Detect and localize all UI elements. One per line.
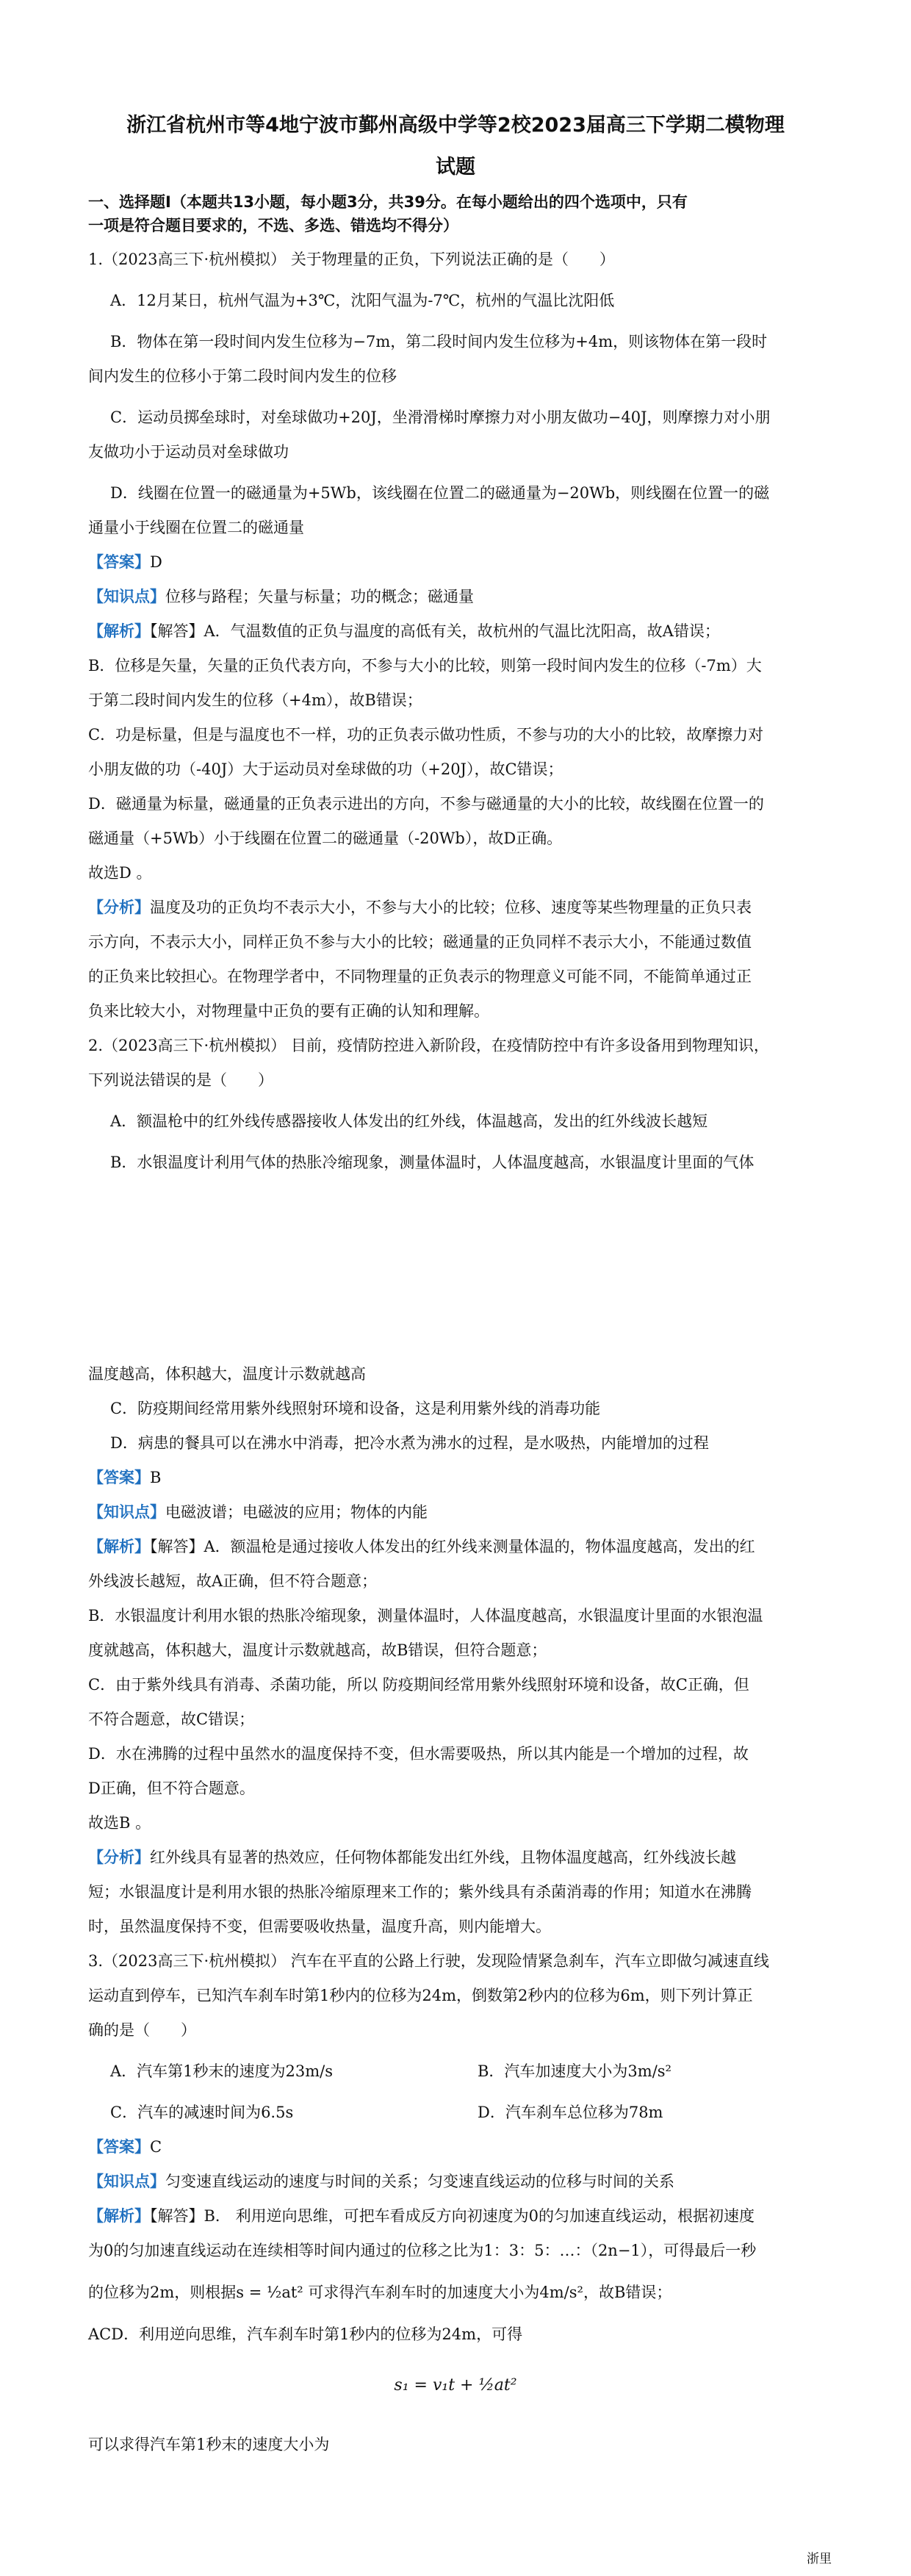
q1-answer xyxy=(88,551,823,573)
q2-stem-line1: 2.（2023高三下·杭州模拟） 目前，疫情防控进入新阶段，在疫情防控中有许多设备用到物理知识， xyxy=(88,1037,769,1054)
q3-analysis-line4: ACD．利用逆向思维，汽车刹车时第1秒内的位移为24m，可得 xyxy=(88,2325,523,2343)
fenxi-tag: 【分析】 xyxy=(88,1849,150,1866)
analysis-tag: 【解析】 xyxy=(88,622,150,640)
answer-tag: 【答案】 xyxy=(88,1469,150,1486)
q2-option-c: C．防疫期间经常用紫外线照射环境和设备，这是利用紫外线的消毒功能 xyxy=(110,1400,601,1417)
q1-option-c-line1: C．运动员掷垒球时，对垒球做功+20J，坐滑滑梯时摩擦力对小朋友做功−40J，则摩擦力对小朋 xyxy=(110,409,771,426)
q3-analysis-line1: 【解答】B． 利用逆向思维，可把车看成反方向初速度为0的匀加速直线运动，根据初速度 xyxy=(150,2207,755,2225)
q2-fenxi-line1: 红外线具有显著的热效应，任何物体都能发出红外线，且物体温度越高，红外线波长越 xyxy=(150,1849,736,1866)
q2-fenxi xyxy=(88,1846,823,1868)
q2-analysis-d-line2: D正确，但不符合题意。 xyxy=(88,1780,255,1797)
q3-answer-value: C xyxy=(150,2138,162,2156)
q2-analysis-c-line2: 不符合题意，故C错误； xyxy=(88,1710,255,1728)
q1-fenxi-line2: 示方向，不表示大小，同样正负不参与大小的比较；磁通量的正负同样不表示大小，不能通过数值 xyxy=(88,933,752,951)
q2-analysis-line1: 【解答】A．额温枪是通过接收人体发出的红外线来测量体温的，物体温度越高，发出的红 xyxy=(150,1538,755,1555)
q1-knowledge xyxy=(88,586,823,608)
q2-fenxi-line2: 短；水银温度计是利用水银的热胀冷缩原理来工作的；紫外线具有杀菌消毒的作用；知道水在沸腾 xyxy=(88,1883,752,1901)
q2-analysis-d-line1: D．水在沸腾的过程中虽然水的温度保持不变，但水需要吸热，所以其内能是一个增加的过程，故 xyxy=(88,1745,749,1763)
q2-option-b-line2: 温度越高，体积越大，温度计示数就越高 xyxy=(88,1365,366,1383)
knowledge-tag: 【知识点】 xyxy=(88,2173,165,2190)
q1-fenxi-line1: 温度及功的正负均不表示大小，不参与大小的比较；位移、速度等某些物理量的正负只表 xyxy=(150,899,752,916)
knowledge-tag: 【知识点】 xyxy=(88,588,165,605)
q2-answer-value: B xyxy=(150,1469,162,1486)
q1-stem: 1.（2023高三下·杭州模拟） 关于物理量的正负，下列说法正确的是（ ） xyxy=(88,251,615,268)
section-heading-line1: 一、选择题Ⅰ（本题共13小题，每小题3分，共39分。在每小题给出的四个选项中，只有 xyxy=(88,193,688,211)
q3-option-c: C．汽车的减速时间为6.5s xyxy=(110,2104,294,2121)
q1-analysis-b-line1: B．位移是矢量，矢量的正负代表方向，不参与大小的比较，则第一段时间内发生的位移（-7m）大 xyxy=(88,657,762,674)
q1-option-d-line1: D．线圈在位置一的磁通量为+5Wb，该线圈在位置二的磁通量为−20Wb，则线圈在位置一的磁 xyxy=(110,484,770,502)
q2-knowledge xyxy=(88,1501,823,1523)
q1-option-d-line2: 通量小于线圈在位置二的磁通量 xyxy=(88,519,304,536)
analysis-tag: 【解析】 xyxy=(88,2207,150,2225)
q3-stem-line1: 3.（2023高三下·杭州模拟） 汽车在平直的公路上行驶，发现险情紧急刹车，汽车立即做匀减速直线 xyxy=(88,1952,769,1970)
q3-analysis-line2: 为0的匀加速直线运动在连续相等时间内通过的位移之比为1：3：5：…：（2n−1），可得最后一秒 xyxy=(88,2242,757,2259)
q2-conclusion: 故选B 。 xyxy=(88,1814,151,1832)
q3-option-a: A．汽车第1秒末的速度为23m/s xyxy=(110,2062,334,2080)
q1-analysis-d-line1: D．磁通量为标量，磁通量的正负表示进出的方向，不参与磁通量的大小的比较，故线圈在位置一的 xyxy=(88,795,764,813)
q3-formula: s₁ = v₁t + ½at² xyxy=(394,2376,517,2395)
knowledge-tag: 【知识点】 xyxy=(88,1503,165,1521)
q2-option-b-line1: B．水银温度计利用气体的热胀冷缩现象，测量体温时，人体温度越高，水银温度计里面的气体 xyxy=(110,1154,755,1171)
q2-answer xyxy=(88,1467,823,1489)
q1-knowledge-text: 位移与路程；矢量与标量；功的概念；磁通量 xyxy=(165,588,474,605)
q3-knowledge xyxy=(88,2170,823,2192)
q1-analysis xyxy=(88,620,823,642)
q2-knowledge-text: 电磁波谱；电磁波的应用；物体的内能 xyxy=(165,1503,428,1521)
q2-option-d: D．病患的餐具可以在沸水中消毒，把冷水煮为沸水的过程，是水吸热，内能增加的过程 xyxy=(110,1434,709,1452)
page-footer-mark: 浙里 xyxy=(807,2552,832,2566)
q1-analysis-c-line2: 小朋友做的功（-40J）大于运动员对垒球做的功（+20J），故C错误； xyxy=(88,760,563,778)
q3-option-b: B．汽车加速度大小为3m/s² xyxy=(478,2062,671,2080)
q2-fenxi-line3: 时，虽然温度保持不变，但需要吸收热量，温度升高，则内能增大。 xyxy=(88,1918,551,1935)
q1-fenxi xyxy=(88,896,823,918)
section-heading-line2: 一项是符合题目要求的，不选、多选、错选均不得分） xyxy=(88,217,458,234)
q2-analysis-c-line1: C．由于紫外线具有消毒、杀菌功能，所以 防疫期间经常用紫外线照射环境和设备，故C正确，但 xyxy=(88,1676,749,1694)
q1-option-c-line2: 友做功小于运动员对垒球做功 xyxy=(88,443,289,461)
q1-answer-value: D xyxy=(150,553,162,571)
q1-analysis-lead: 【解答】A．气温数值的正负与温度的高低有关，故杭州的气温比沈阳高，故A错误； xyxy=(150,622,720,640)
q3-analysis-line5: 可以求得汽车第1秒末的速度大小为 xyxy=(88,2436,330,2453)
q1-option-b-line1: B．物体在第一段时间内发生位移为−7m，第二段时间内发生位移为+4m，则该物体在第一段时 xyxy=(110,333,768,350)
q1-analysis-d-line2: 磁通量（+5Wb）小于线圈在位置二的磁通量（-20Wb），故D正确。 xyxy=(88,830,563,847)
q1-option-b-line2: 间内发生的位移小于第二段时间内发生的位移 xyxy=(88,367,397,385)
q2-analysis-b-line2: 度就越高，体积越大，温度计示数就越高，故B错误，但符合题意； xyxy=(88,1641,547,1659)
answer-tag: 【答案】 xyxy=(88,553,150,571)
analysis-tag: 【解析】 xyxy=(88,1538,150,1555)
q1-option-a: A．12月某日，杭州气温为+3℃，沈阳气温为-7℃，杭州的气温比沈阳低 xyxy=(110,292,615,309)
answer-tag: 【答案】 xyxy=(88,2138,150,2156)
q3-knowledge-text: 匀变速直线运动的速度与时间的关系；匀变速直线运动的位移与时间的关系 xyxy=(165,2173,674,2190)
q1-fenxi-line3: 的正负来比较担心。在物理学者中，不同物理量的正负表示的物理意义可能不同，不能简单通过正 xyxy=(88,968,752,985)
q2-analysis-line2: 外线波长越短，故A正确，但不符合题意； xyxy=(88,1572,378,1590)
q3-option-d: D．汽车刹车总位移为78m xyxy=(478,2104,663,2121)
q1-analysis-c-line1: C．功是标量，但是与温度也不一样，功的正负表示做功性质，不参与功的大小的比较，故摩擦力对 xyxy=(88,726,764,744)
q3-analysis xyxy=(88,2205,823,2227)
q2-option-a: A．额温枪中的红外线传感器接收人体发出的红外线，体温越高，发出的红外线波长越短 xyxy=(110,1112,708,1130)
doc-title-line2: 试题 xyxy=(436,156,475,179)
q3-answer xyxy=(88,2136,823,2158)
q3-stem-line3: 确的是（ ） xyxy=(88,2021,196,2039)
q2-analysis xyxy=(88,1536,823,1558)
fenxi-tag: 【分析】 xyxy=(88,899,150,916)
q1-analysis-b-line2: 于第二段时间内发生的位移（+4m），故B错误； xyxy=(88,691,422,709)
q1-fenxi-line4: 负来比较大小，对物理量中正负的要有正确的认知和理解。 xyxy=(88,1002,489,1020)
q2-analysis-b-line1: B．水银温度计利用水银的热胀冷缩现象，测量体温时，人体温度越高，水银温度计里面的水银泡温 xyxy=(88,1607,763,1625)
q3-stem-line2: 运动直到停车，已知汽车刹车时第1秒内的位移为24m，倒数第2秒内的位移为6m，则下列计算正 xyxy=(88,1987,753,2004)
q3-analysis-line3: 的位移为2m，则根据s = ½at² 可求得汽车刹车时的加速度大小为4m/s²，故B错误； xyxy=(88,2284,672,2301)
doc-title-line1: 浙江省杭州市等4地宁波市鄞州高级中学等2校2023届高三下学期二模物理 xyxy=(126,114,785,137)
q1-conclusion: 故选D 。 xyxy=(88,864,152,882)
q2-stem-line2: 下列说法错误的是（ ） xyxy=(88,1071,273,1089)
